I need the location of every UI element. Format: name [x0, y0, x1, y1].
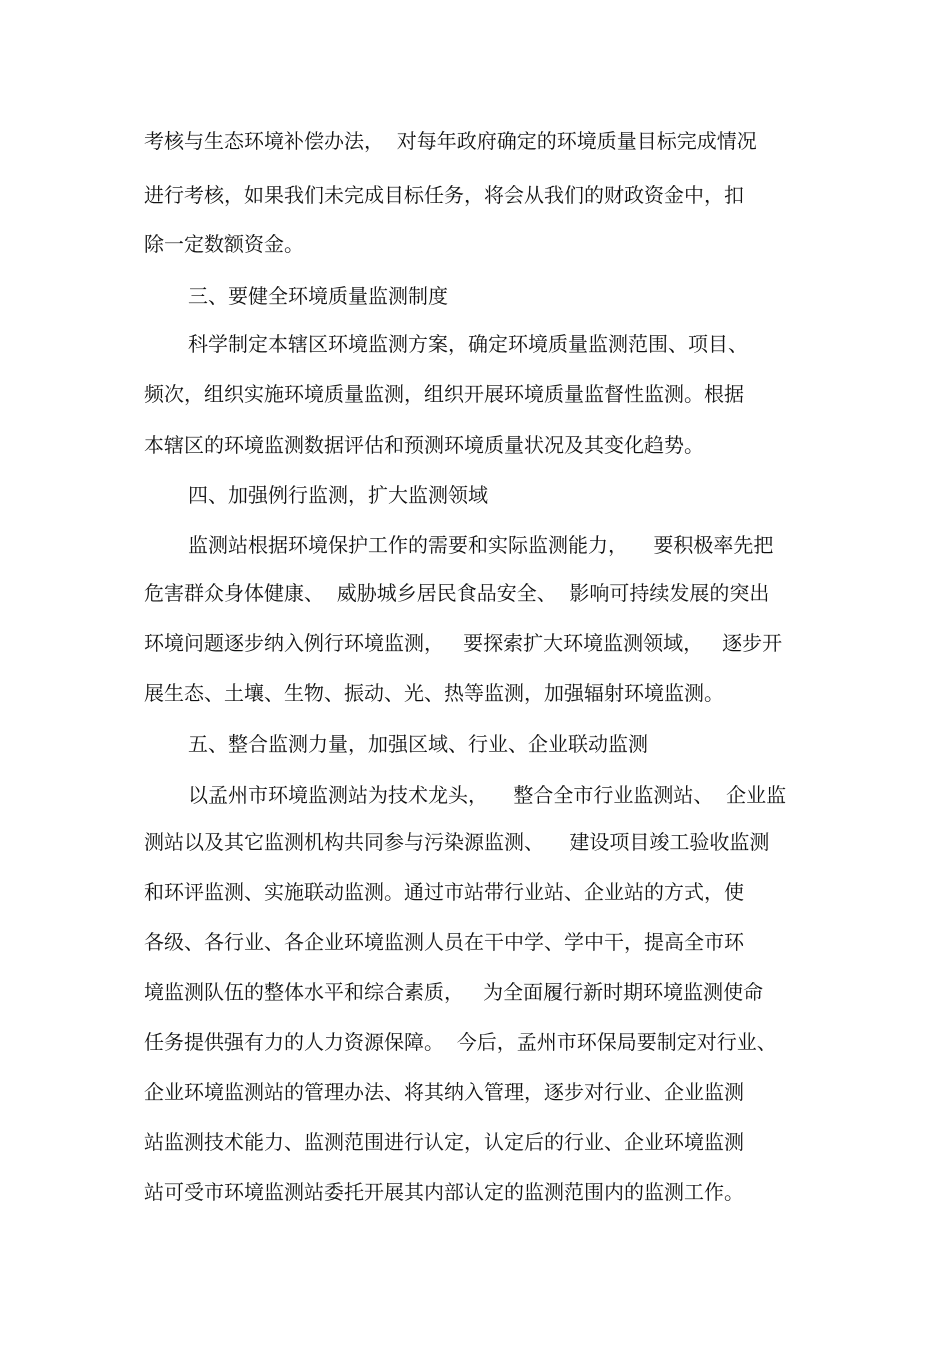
text-line: 频次，组织实施环境质量监测，组织开展环境质量监督性监测。根据 [144, 382, 744, 406]
section-heading-5: 五、整合监测力量，加强区域、行业、企业联动监测 [188, 732, 648, 756]
text-line: 各级、各行业、各企业环境监测人员在干中学、学中干，提高全市环 [144, 930, 744, 954]
text-line: 站监测技术能力、监测范围进行认定，认定后的行业、企业环境监测 [144, 1130, 744, 1154]
text-line: 企业环境监测站的管理办法、将其纳入管理，逐步对行业、企业监测 [144, 1080, 744, 1104]
text-line: 测站以及其它监测机构共同参与污染源监测、 建设项目竣工验收监测 [144, 830, 770, 854]
text-line: 考核与生态环境补偿办法， 对每年政府确定的环境质量目标完成情况 [144, 129, 757, 153]
section-heading-4: 四、加强例行监测，扩大监测领域 [188, 483, 488, 507]
text-line: 科学制定本辖区环境监测方案，确定环境质量监测范围、项目、 [188, 332, 748, 356]
text-line: 监测站根据环境保护工作的需要和实际监测能力， 要积极率先把 [188, 533, 774, 557]
text-line: 危害群众身体健康、 威胁城乡居民食品安全、 影响可持续发展的突出 [144, 581, 770, 605]
text-line: 环境问题逐步纳入例行环境监测， 要探索扩大环境监测领域， 逐步开 [144, 631, 783, 655]
text-line: 本辖区的环境监测数据评估和预测环境质量状况及其变化趋势。 [144, 433, 704, 457]
text-line: 以孟州市环境监测站为技术龙头， 整合全市行业监测站、 企业监 [188, 783, 787, 807]
text-line: 进行考核，如果我们未完成目标任务，将会从我们的财政资金中，扣 [144, 183, 744, 207]
text-line: 除一定数额资金。 [144, 232, 304, 256]
text-line: 任务提供强有力的人力资源保障。 今后，孟州市环保局要制定对行业、 [144, 1030, 777, 1054]
text-line: 和环评监测、实施联动监测。通过市站带行业站、企业站的方式，使 [144, 880, 744, 904]
text-line: 境监测队伍的整体水平和综合素质， 为全面履行新时期环境监测使命 [144, 980, 764, 1004]
text-line: 展生态、土壤、生物、振动、光、热等监测，加强辐射环境监测。 [144, 681, 724, 705]
section-heading-3: 三、要健全环境质量监测制度 [188, 284, 448, 308]
text-line: 站可受市环境监测站委托开展其内部认定的监测范围内的监测工作。 [144, 1180, 744, 1204]
